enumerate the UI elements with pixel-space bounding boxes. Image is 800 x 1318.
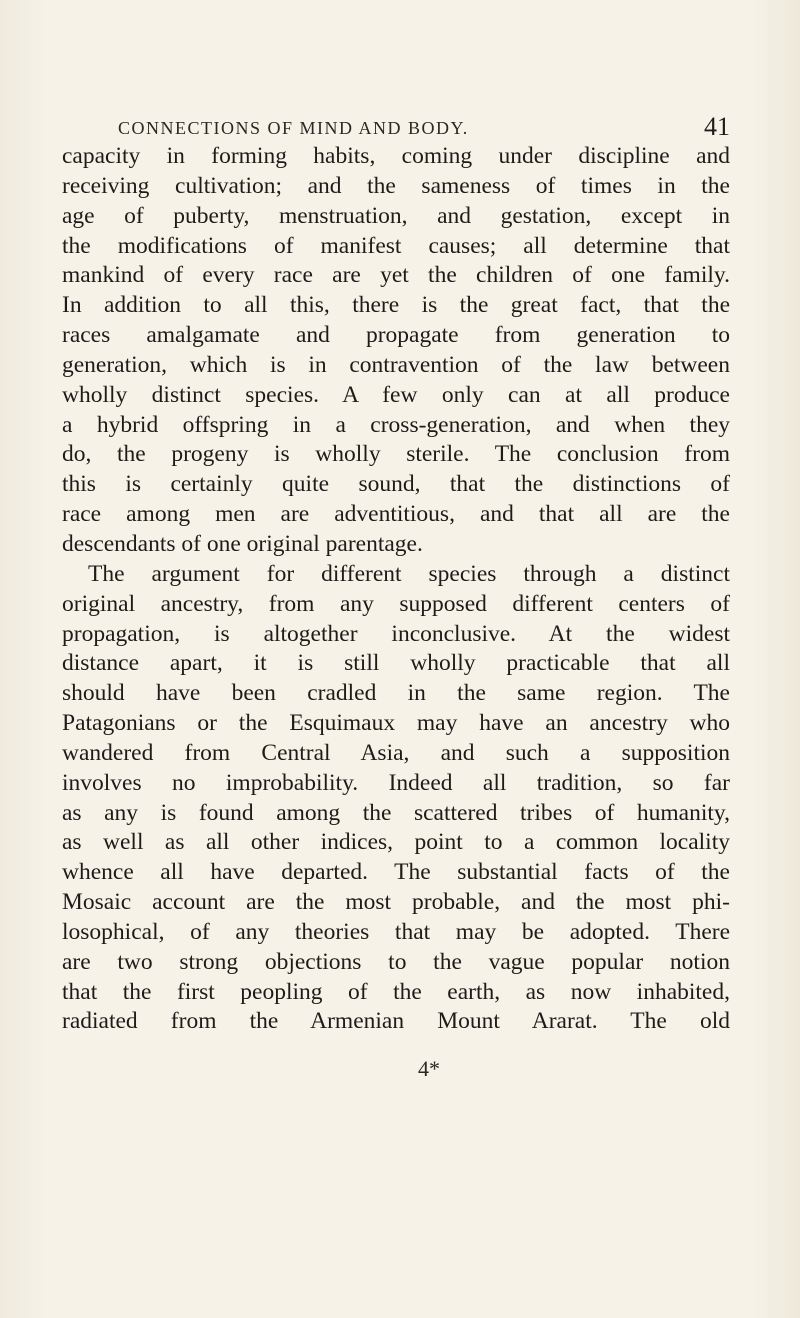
text-line: the modifications of manifest causes; all determine that — [62, 232, 730, 259]
text-line: wholly distinct species. A few only can at all produce — [62, 381, 730, 408]
text-line: radiated from the Armenian Mount Ararat. The old — [62, 1008, 730, 1035]
text-line: whence all have departed. The substantial facts of the — [62, 859, 730, 886]
text-line: Mosaic account are the most probable, and the most phi- — [62, 889, 730, 916]
text-line: receiving cultivation; and the sameness of times in the — [62, 172, 730, 199]
text-line: as well as all other indices, point to a common locality — [62, 829, 730, 856]
running-head-title: CONNECTIONS OF MIND AND BODY. — [118, 118, 469, 138]
text-line: should have been cradled in the same region. The — [62, 680, 730, 707]
text-line: age of puberty, menstruation, and gestation, except in — [62, 202, 730, 229]
paragraph-start-line: The argument for different species through a distinct — [88, 560, 730, 587]
text-line: capacity in forming habits, coming under discipline and — [62, 143, 730, 169]
text-line: as any is found among the scattered tribes of humanity, — [62, 799, 730, 826]
text-line: races amalgamate and propagate from generation to — [62, 322, 730, 349]
body-text — [62, 142, 730, 1037]
text-line: original ancestry, from any supposed different centers of — [62, 590, 730, 617]
text-line: do, the progeny is wholly sterile. The conclusion from — [62, 441, 730, 468]
running-head — [118, 112, 730, 142]
text-line: this is certainly quite sound, that the distinctions of — [62, 471, 730, 498]
text-line: a hybrid offspring in a cross-generation, and when they — [62, 411, 730, 438]
text-line: losophical, of any theories that may be adopted. There — [62, 918, 730, 945]
text-line: generation, which is in contravention of the law between — [62, 351, 730, 378]
text-line: In addition to all this, there is the great fact, that the — [62, 292, 730, 319]
page-number: 41 — [704, 112, 730, 141]
text-line: involves no improbability. Indeed all tradition, so far — [62, 769, 730, 796]
signature-mark: 4* — [418, 1056, 440, 1081]
paragraph-end-line: descendants of one original parentage. — [62, 530, 423, 557]
text-line: wandered from Central Asia, and such a supposition — [62, 739, 730, 766]
text-line: that the first peopling of the earth, as now inhabited, — [62, 978, 730, 1005]
text-line: distance apart, it is still wholly practicable that all — [62, 650, 730, 677]
text-line: are two strong objections to the vague popular notion — [62, 948, 730, 975]
text-line: Patagonians or the Esquimaux may have an ancestry who — [62, 710, 730, 737]
text-line: mankind of every race are yet the children of one family. — [62, 262, 730, 289]
text-line: race among men are adventitious, and that all are the — [62, 501, 730, 528]
text-line: propagation, is altogether inconclusive. At the widest — [62, 620, 730, 647]
